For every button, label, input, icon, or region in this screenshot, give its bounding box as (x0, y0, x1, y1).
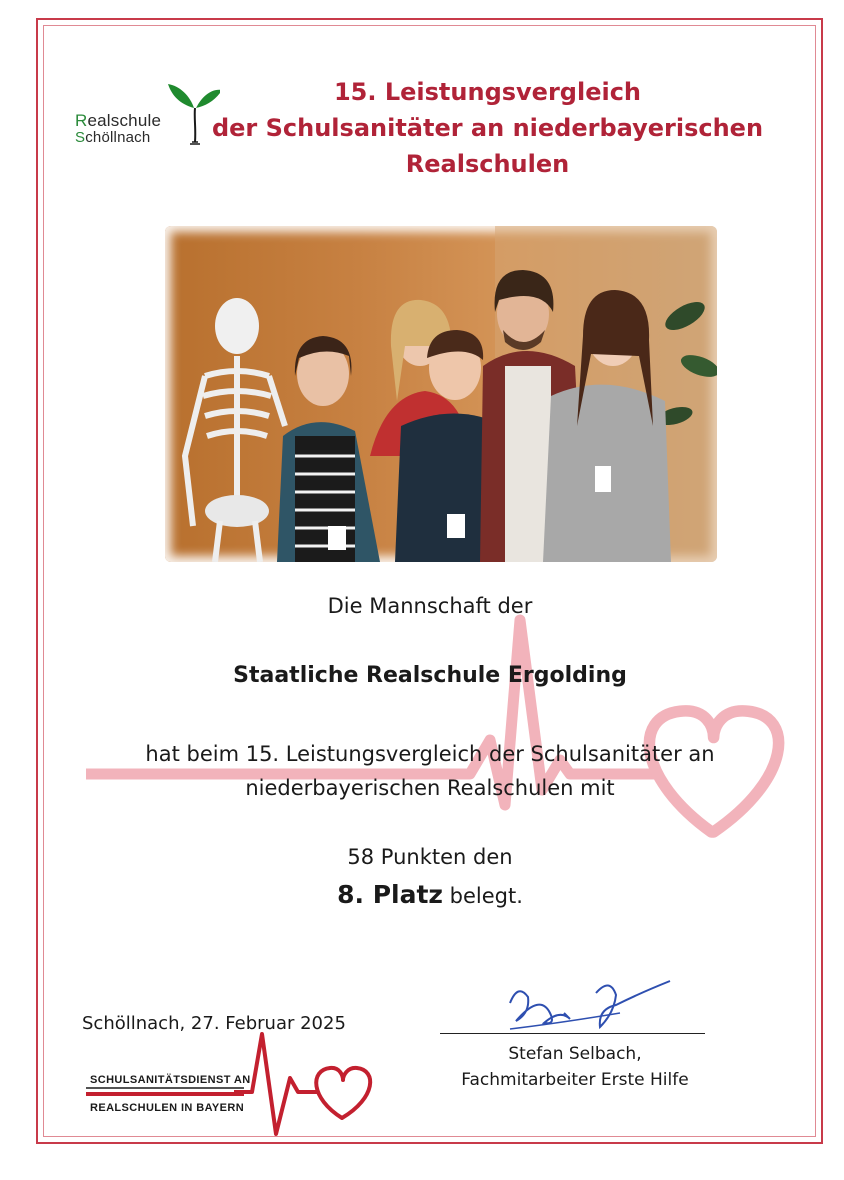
city-date: Schöllnach, 27. Februar 2025 (82, 1013, 346, 1034)
sanitaetsdienst-logo (84, 1026, 384, 1138)
group-photo-icon (165, 226, 717, 562)
org-line1: SCHULSANITÄTSDIENST AN (90, 1074, 251, 1086)
title-line2: der Schulsanitäter an niederbayerischen (211, 114, 764, 142)
points-text: 58 Punkten den (347, 845, 513, 869)
signer-name: Stefan Selbach, (508, 1044, 642, 1064)
person-1 (277, 336, 380, 562)
skeleton-figure (185, 298, 285, 562)
group-photo (165, 226, 717, 562)
rank-suffix: belegt. (442, 884, 523, 908)
placement-text (80, 880, 780, 909)
certificate-intro: Die Mannschaft der (327, 594, 533, 618)
school-logo (72, 78, 220, 148)
school-name: Staatliche Realschule Ergolding (233, 663, 627, 688)
signer-role: Fachmitarbeiter Erste Hilfe (461, 1070, 689, 1090)
title-line1: 15. Leistungsvergleich (333, 78, 642, 106)
achievement-line2: niederbayerischen Realschulen mit (245, 776, 615, 800)
certificate-title (210, 74, 765, 182)
logo-text-line1: Realschule (75, 111, 162, 130)
heartbeat-background-icon (80, 590, 800, 850)
org-line2: REALSCHULEN IN BAYERN (90, 1102, 245, 1114)
logo-text-line2: Schöllnach (75, 129, 151, 146)
certificate-frame-inner (43, 25, 816, 1137)
rank-value: 8. Platz (337, 880, 443, 909)
title-line3: Realschulen (405, 150, 570, 178)
achievement-line1: hat beim 15. Leistungsvergleich der Schulsanitäter an (145, 742, 715, 766)
signer-block (420, 1041, 730, 1093)
achievement-text (80, 737, 780, 805)
signature-line (440, 1033, 705, 1034)
